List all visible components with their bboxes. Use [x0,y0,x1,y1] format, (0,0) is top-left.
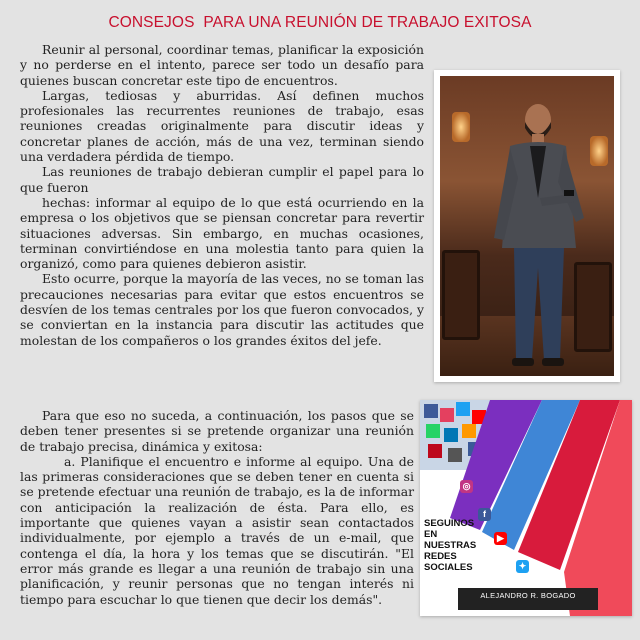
paragraph: Para que eso no suceda, a continuación, los pasos que se deben tener presentes si se pretende organizar una reunión de trabajo precisa, dinámica y exitosa: [20,408,414,454]
follow-us-text: SEGUINOS EN NUESTRAS REDES SOCIALES [424,518,477,573]
article-body-top [20,42,424,348]
brand-bar [458,588,598,610]
banner-graphic [420,400,632,616]
brand-name: ALEJANDRO R. BOGADO [480,591,576,600]
facebook-icon[interactable]: f [478,508,491,521]
paragraph: Reunir al personal, coordinar temas, planificar la exposición y no perderse en el intento, parece ser todo un desafío para quienes buscan concretar este tipo de encuentros. [20,42,424,88]
person-figure [480,98,590,376]
instagram-icon[interactable]: ◎ [460,480,473,493]
social-media-banner [420,400,632,616]
author-photo-frame [434,70,620,382]
paragraph: Largas, tediosas y aburridas. Así definen muchos profesionales las recurrentes reuniones de trabajo, esas reuniones creadas originalmente para discutir ideas y concretar planes de acción, más de una vez, terminan siendo una verdadera pérdida de tiempo. [20,87,424,165]
author-photo [440,76,614,376]
paragraph: Esto ocurre, porque la mayoría de las veces, no se toman las precauciones necesarias para evitar que estos encuentros se desvíen de los temas centrales por los que fueron convocados, y se conviertan en la instancia para discutir las actitudes que molestan de los compañeros o los grandes éxitos del jefe. [20,271,424,348]
page-title: CONSEJOS PARA UNA REUNIÓN DE TRABAJO EXITOSA [108,14,532,31]
article-body-bottom [20,408,414,607]
paragraph: Las reuniones de trabajo debieran cumplir el papel para lo que fueron [20,164,424,195]
youtube-icon[interactable]: ▶ [494,532,507,545]
twitter-icon[interactable]: ✦ [516,560,529,573]
paragraph: a. Planifique el encuentro e informe al equipo. Una de las primeras consideraciones que se deben tener en cuenta si se pretende efectuar una reunión de trabajo, es la de informar con anticipación la realización de ésta. Para ello, es importante que quienes vayan a asistir sean contactados individualmente, por ejemplo a través de un e-mail, que contenga el día, la hora y los temas que se discutirán. "El error más grande es llegar a una reunión de trabajo sin una planificación, y reunir personas que no tengan interés ni tiempo para escuchar lo que tienen que decir los demás". [20,453,414,607]
paragraph: hechas: informar al equipo de lo que está ocurriendo en la empresa o los objetivos que se piensan concretar para revertir situaciones adversas. Sin embargo, en muchas ocasiones, terminan convirtiéndose en una molestia tanto para quien la organizó, como para quienes debieron asistir. [20,194,424,272]
